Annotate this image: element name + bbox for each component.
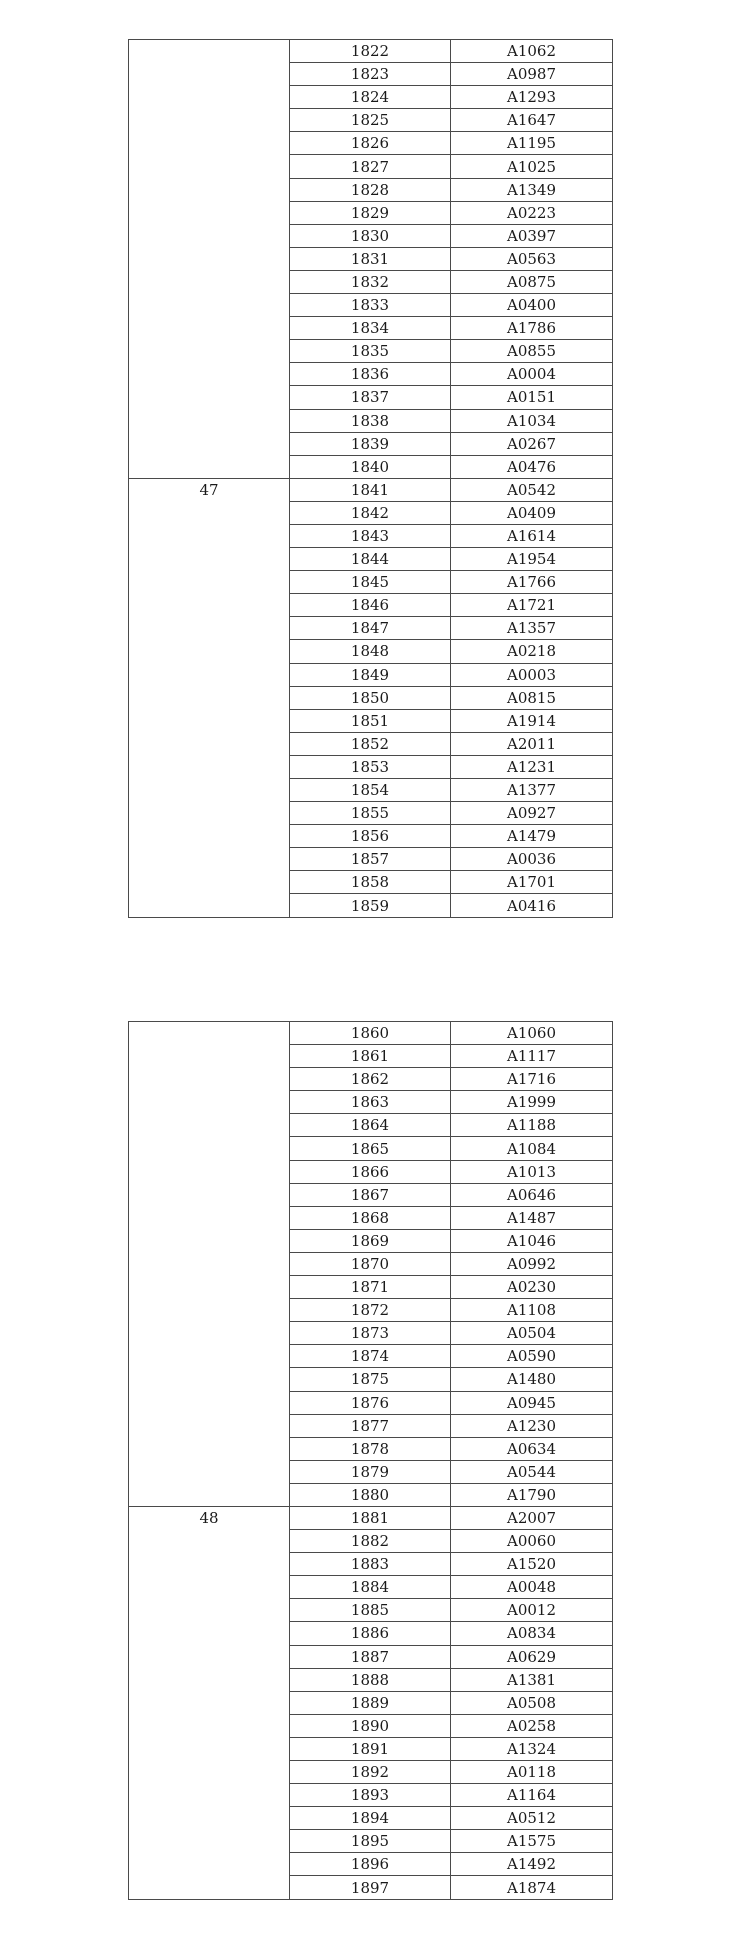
- code-cell: A1701: [451, 871, 613, 894]
- serial-number-cell: 1856: [290, 825, 451, 848]
- code-cell: A1025: [451, 155, 613, 178]
- code-cell: A1231: [451, 755, 613, 778]
- code-cell: A1647: [451, 109, 613, 132]
- code-cell: A0987: [451, 63, 613, 86]
- code-cell: A1721: [451, 594, 613, 617]
- serial-number-cell: 1885: [290, 1599, 451, 1622]
- table-body: [129, 1022, 613, 1900]
- code-cell: A0590: [451, 1345, 613, 1368]
- serial-number-cell: 1869: [290, 1229, 451, 1252]
- serial-number-cell: 1841: [290, 478, 451, 501]
- serial-number-cell: 1875: [290, 1368, 451, 1391]
- serial-number-cell: 1845: [290, 571, 451, 594]
- code-cell: A1188: [451, 1114, 613, 1137]
- serial-number-cell: 1865: [290, 1137, 451, 1160]
- code-cell: A0048: [451, 1576, 613, 1599]
- serial-number-cell: 1850: [290, 686, 451, 709]
- code-cell: A1230: [451, 1414, 613, 1437]
- code-cell: A1377: [451, 779, 613, 802]
- code-cell: A1575: [451, 1830, 613, 1853]
- code-cell: A0542: [451, 478, 613, 501]
- serial-number-cell: 1852: [290, 732, 451, 755]
- serial-number-cell: 1880: [290, 1483, 451, 1506]
- code-cell: A0945: [451, 1391, 613, 1414]
- serial-number-cell: 1879: [290, 1460, 451, 1483]
- code-cell: A1487: [451, 1206, 613, 1229]
- code-cell: A0004: [451, 363, 613, 386]
- code-cell: A0118: [451, 1761, 613, 1784]
- serial-number-cell: 1887: [290, 1645, 451, 1668]
- serial-number-cell: 1874: [290, 1345, 451, 1368]
- code-cell: A0036: [451, 848, 613, 871]
- serial-number-cell: 1892: [290, 1761, 451, 1784]
- serial-number-cell: 1888: [290, 1668, 451, 1691]
- serial-number-cell: 1844: [290, 548, 451, 571]
- serial-number-cell: 1833: [290, 294, 451, 317]
- serial-number-cell: 1860: [290, 1022, 451, 1045]
- serial-number-cell: 1862: [290, 1068, 451, 1091]
- code-cell: A1520: [451, 1553, 613, 1576]
- code-cell: A1786: [451, 317, 613, 340]
- code-cell: A0416: [451, 894, 613, 917]
- serial-number-cell: 1867: [290, 1183, 451, 1206]
- serial-number-cell: 1872: [290, 1299, 451, 1322]
- code-cell: A0267: [451, 432, 613, 455]
- serial-number-cell: 1855: [290, 802, 451, 825]
- serial-number-cell: 1883: [290, 1553, 451, 1576]
- serial-number-cell: 1896: [290, 1853, 451, 1876]
- code-cell: A1790: [451, 1483, 613, 1506]
- code-cell: A0230: [451, 1276, 613, 1299]
- group-number-cell: [129, 40, 290, 479]
- code-cell: A1999: [451, 1091, 613, 1114]
- serial-number-cell: 1839: [290, 432, 451, 455]
- serial-number-cell: 1868: [290, 1206, 451, 1229]
- serial-number-cell: 1871: [290, 1276, 451, 1299]
- serial-number-cell: 1831: [290, 247, 451, 270]
- serial-number-cell: 1847: [290, 617, 451, 640]
- code-cell: A0875: [451, 270, 613, 293]
- serial-number-cell: 1895: [290, 1830, 451, 1853]
- serial-number-cell: 1891: [290, 1737, 451, 1760]
- serial-number-cell: 1894: [290, 1807, 451, 1830]
- code-cell: A1046: [451, 1229, 613, 1252]
- code-cell: A0815: [451, 686, 613, 709]
- serial-number-cell: 1897: [290, 1876, 451, 1899]
- data-table-1: [128, 39, 613, 918]
- code-cell: A0629: [451, 1645, 613, 1668]
- serial-number-cell: 1825: [290, 109, 451, 132]
- code-cell: A0855: [451, 340, 613, 363]
- code-cell: A1914: [451, 709, 613, 732]
- code-cell: A0834: [451, 1622, 613, 1645]
- serial-number-cell: 1836: [290, 363, 451, 386]
- code-cell: A1766: [451, 571, 613, 594]
- code-cell: A0400: [451, 294, 613, 317]
- code-cell: A1034: [451, 409, 613, 432]
- serial-number-cell: 1890: [290, 1714, 451, 1737]
- serial-number-cell: 1853: [290, 755, 451, 778]
- code-cell: A1874: [451, 1876, 613, 1899]
- code-cell: A1324: [451, 1737, 613, 1760]
- serial-number-cell: 1846: [290, 594, 451, 617]
- serial-number-cell: 1878: [290, 1437, 451, 1460]
- serial-number-cell: 1827: [290, 155, 451, 178]
- serial-number-cell: 1822: [290, 40, 451, 63]
- code-cell: A1117: [451, 1045, 613, 1068]
- code-cell: A1357: [451, 617, 613, 640]
- code-cell: A0512: [451, 1807, 613, 1830]
- serial-number-cell: 1838: [290, 409, 451, 432]
- serial-number-cell: 1866: [290, 1160, 451, 1183]
- serial-number-cell: 1826: [290, 132, 451, 155]
- code-cell: A1013: [451, 1160, 613, 1183]
- group-number-cell: [129, 1022, 290, 1507]
- group-number-cell: 48: [129, 1506, 290, 1899]
- serial-number-cell: 1835: [290, 340, 451, 363]
- code-cell: A0927: [451, 802, 613, 825]
- code-cell: A0223: [451, 201, 613, 224]
- code-cell: A1084: [451, 1137, 613, 1160]
- code-cell: A0508: [451, 1691, 613, 1714]
- serial-number-cell: 1830: [290, 224, 451, 247]
- code-cell: A0258: [451, 1714, 613, 1737]
- serial-number-cell: 1859: [290, 894, 451, 917]
- serial-number-cell: 1873: [290, 1322, 451, 1345]
- code-cell: A0504: [451, 1322, 613, 1345]
- serial-number-cell: 1829: [290, 201, 451, 224]
- serial-number-cell: 1843: [290, 524, 451, 547]
- code-cell: A2007: [451, 1506, 613, 1529]
- code-cell: A0151: [451, 386, 613, 409]
- serial-number-cell: 1877: [290, 1414, 451, 1437]
- table-row: [129, 1506, 613, 1529]
- data-table-2: [128, 1021, 613, 1900]
- serial-number-cell: 1828: [290, 178, 451, 201]
- code-cell: A1479: [451, 825, 613, 848]
- code-cell: A1492: [451, 1853, 613, 1876]
- code-cell: A1060: [451, 1022, 613, 1045]
- code-cell: A0218: [451, 640, 613, 663]
- group-number-cell: 47: [129, 478, 290, 917]
- serial-number-cell: 1824: [290, 86, 451, 109]
- code-cell: A0397: [451, 224, 613, 247]
- code-cell: A1349: [451, 178, 613, 201]
- serial-number-cell: 1861: [290, 1045, 451, 1068]
- table-row: [129, 40, 613, 63]
- serial-number-cell: 1834: [290, 317, 451, 340]
- code-cell: A0992: [451, 1252, 613, 1275]
- table-row: [129, 478, 613, 501]
- code-cell: A0634: [451, 1437, 613, 1460]
- serial-number-cell: 1842: [290, 501, 451, 524]
- code-cell: A0646: [451, 1183, 613, 1206]
- serial-number-cell: 1889: [290, 1691, 451, 1714]
- serial-number-cell: 1864: [290, 1114, 451, 1137]
- table-row: [129, 1022, 613, 1045]
- code-cell: A1716: [451, 1068, 613, 1091]
- serial-number-cell: 1882: [290, 1530, 451, 1553]
- code-cell: A0012: [451, 1599, 613, 1622]
- code-cell: A0060: [451, 1530, 613, 1553]
- code-cell: A0544: [451, 1460, 613, 1483]
- code-cell: A1954: [451, 548, 613, 571]
- serial-number-cell: 1851: [290, 709, 451, 732]
- code-cell: A0563: [451, 247, 613, 270]
- code-cell: A2011: [451, 732, 613, 755]
- serial-number-cell: 1858: [290, 871, 451, 894]
- code-cell: A0476: [451, 455, 613, 478]
- table-body: [129, 40, 613, 918]
- serial-number-cell: 1893: [290, 1784, 451, 1807]
- serial-number-cell: 1876: [290, 1391, 451, 1414]
- code-cell: A0409: [451, 501, 613, 524]
- serial-number-cell: 1870: [290, 1252, 451, 1275]
- code-cell: A1480: [451, 1368, 613, 1391]
- code-cell: A1614: [451, 524, 613, 547]
- serial-number-cell: 1881: [290, 1506, 451, 1529]
- serial-number-cell: 1863: [290, 1091, 451, 1114]
- code-cell: A1195: [451, 132, 613, 155]
- serial-number-cell: 1837: [290, 386, 451, 409]
- code-cell: A1062: [451, 40, 613, 63]
- serial-number-cell: 1840: [290, 455, 451, 478]
- code-cell: A1381: [451, 1668, 613, 1691]
- code-cell: A1293: [451, 86, 613, 109]
- serial-number-cell: 1884: [290, 1576, 451, 1599]
- serial-number-cell: 1848: [290, 640, 451, 663]
- serial-number-cell: 1886: [290, 1622, 451, 1645]
- code-cell: A0003: [451, 663, 613, 686]
- code-cell: A1108: [451, 1299, 613, 1322]
- code-cell: A1164: [451, 1784, 613, 1807]
- serial-number-cell: 1849: [290, 663, 451, 686]
- serial-number-cell: 1823: [290, 63, 451, 86]
- serial-number-cell: 1854: [290, 779, 451, 802]
- serial-number-cell: 1832: [290, 270, 451, 293]
- serial-number-cell: 1857: [290, 848, 451, 871]
